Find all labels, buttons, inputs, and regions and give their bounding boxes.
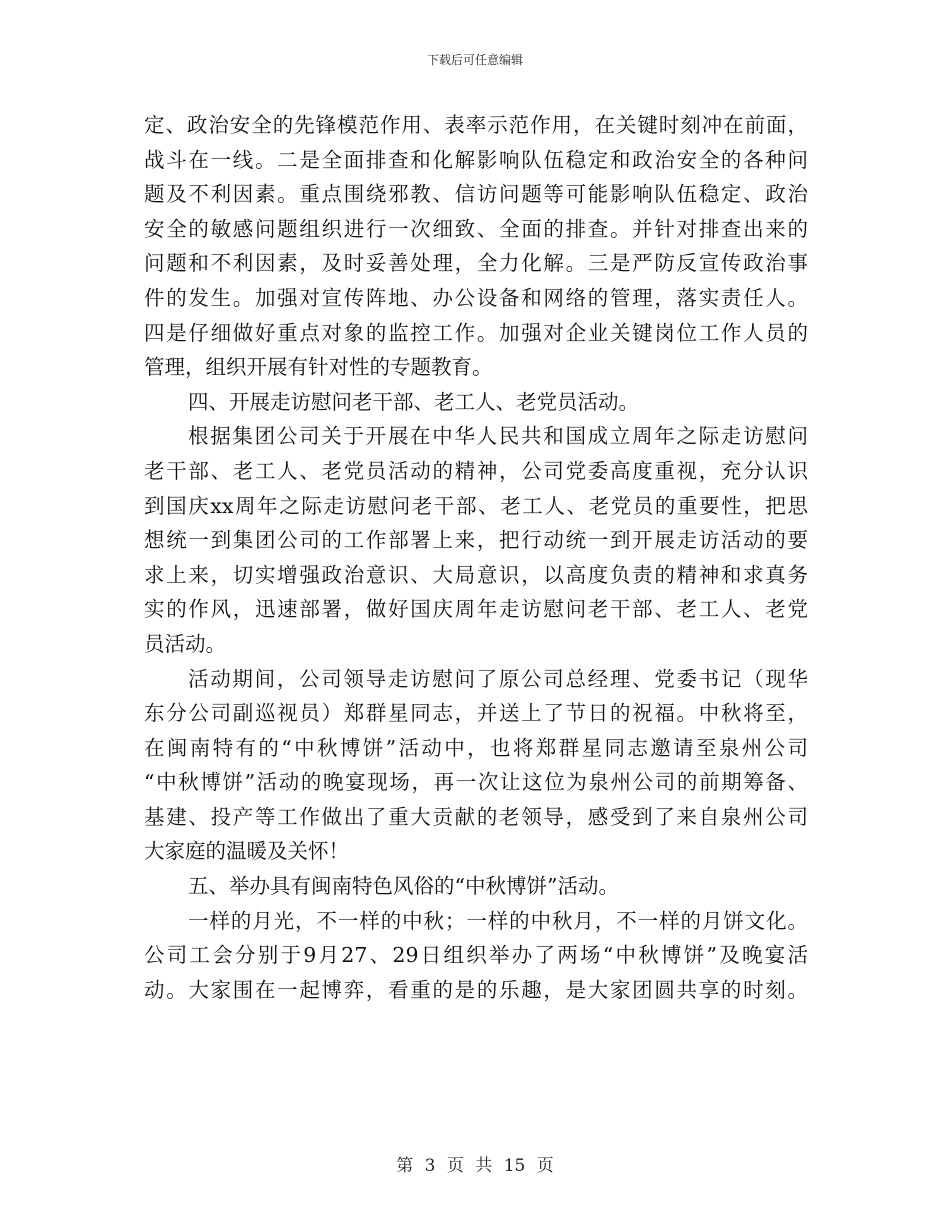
text-line: 一样的月光，不一样的中秋；一样的中秋月，不一样的月饼文化。: [188, 908, 808, 933]
section-heading: 四、开展走访慰问老干部、老工人、老党员活动。: [188, 389, 639, 414]
text-line: 到国庆xx周年之际走访慰问老干部、老工人、老党员的重要性，把思: [144, 493, 808, 518]
text-line: 实的作风，迅速部署，做好国庆周年走访慰问老干部、老工人、老党: [144, 597, 808, 622]
text-line: 活动期间，公司领导走访慰问了原公司总经理、党委书记（现华: [188, 666, 808, 691]
text-line: 大家庭的温暖及关怀！: [144, 839, 349, 864]
text-line: “中秋博饼”活动的晚宴现场，再一次让这位为泉州公司的前期筹备、: [144, 770, 808, 795]
text-line: 战斗在一线。二是全面排查和化解影响队伍稳定和政治安全的各种问: [144, 147, 808, 172]
text-line: 公司工会分别于9月27、29日组织举办了两场“中秋博饼”及晚宴活: [144, 943, 808, 968]
text-line: 在闽南特有的“中秋博饼”活动中，也将郑群星同志邀请至泉州公司: [144, 735, 808, 760]
text-line: 安全的敏感问题组织进行一次细致、全面的排查。并针对排查出来的: [144, 216, 808, 241]
text-line: 东分公司副巡视员）郑群星同志，并送上了节日的祝福。中秋将至，: [144, 701, 808, 726]
text-line: 员活动。: [144, 631, 226, 656]
text-line: 件的发生。加强对宣传阵地、办公设备和网络的管理，落实责任人。: [144, 285, 808, 310]
text-line: 想统一到集团公司的工作部署上来，把行动统一到开展走访活动的要: [144, 528, 808, 553]
text-line: 基建、投产等工作做出了重大贡献的老领导，感受到了来自泉州公司: [144, 804, 808, 829]
text-line: 求上来，切实增强政治意识、大局意识，以高度负责的精神和求真务: [144, 562, 808, 587]
text-line: 定、政治安全的先锋模范作用、表率示范作用，在关键时刻冲在前面，: [144, 113, 808, 137]
text-line: 四是仔细做好重点对象的监控工作。加强对企业关键岗位工作人员的: [144, 320, 808, 345]
text-line: 根据集团公司关于开展在中华人民共和国成立周年之际走访慰问: [188, 424, 808, 449]
page-number: 第 3 页 共 15 页: [396, 1156, 554, 1176]
section-heading: 五、举办具有闽南特色风俗的“中秋博饼”活动。: [188, 874, 619, 899]
text-line: 管理，组织开展有针对性的专题教育。: [144, 355, 493, 380]
text-line: 问题和不利因素，及时妥善处理，全力化解。三是严防反宣传政治事: [144, 251, 808, 276]
text-line: 题及不利因素。重点围绕邪教、信访问题等可能影响队伍稳定、政治: [144, 182, 808, 207]
page-header: 下载后可任意编辑: [426, 53, 523, 67]
text-line: 老干部、老工人、老党员活动的精神，公司党委高度重视，充分认识: [144, 458, 808, 483]
document-body: [144, 108, 808, 1007]
text-line: 动。大家围在一起博弈，看重的是的乐趣，是大家团圆共享的时刻。: [144, 977, 808, 1002]
